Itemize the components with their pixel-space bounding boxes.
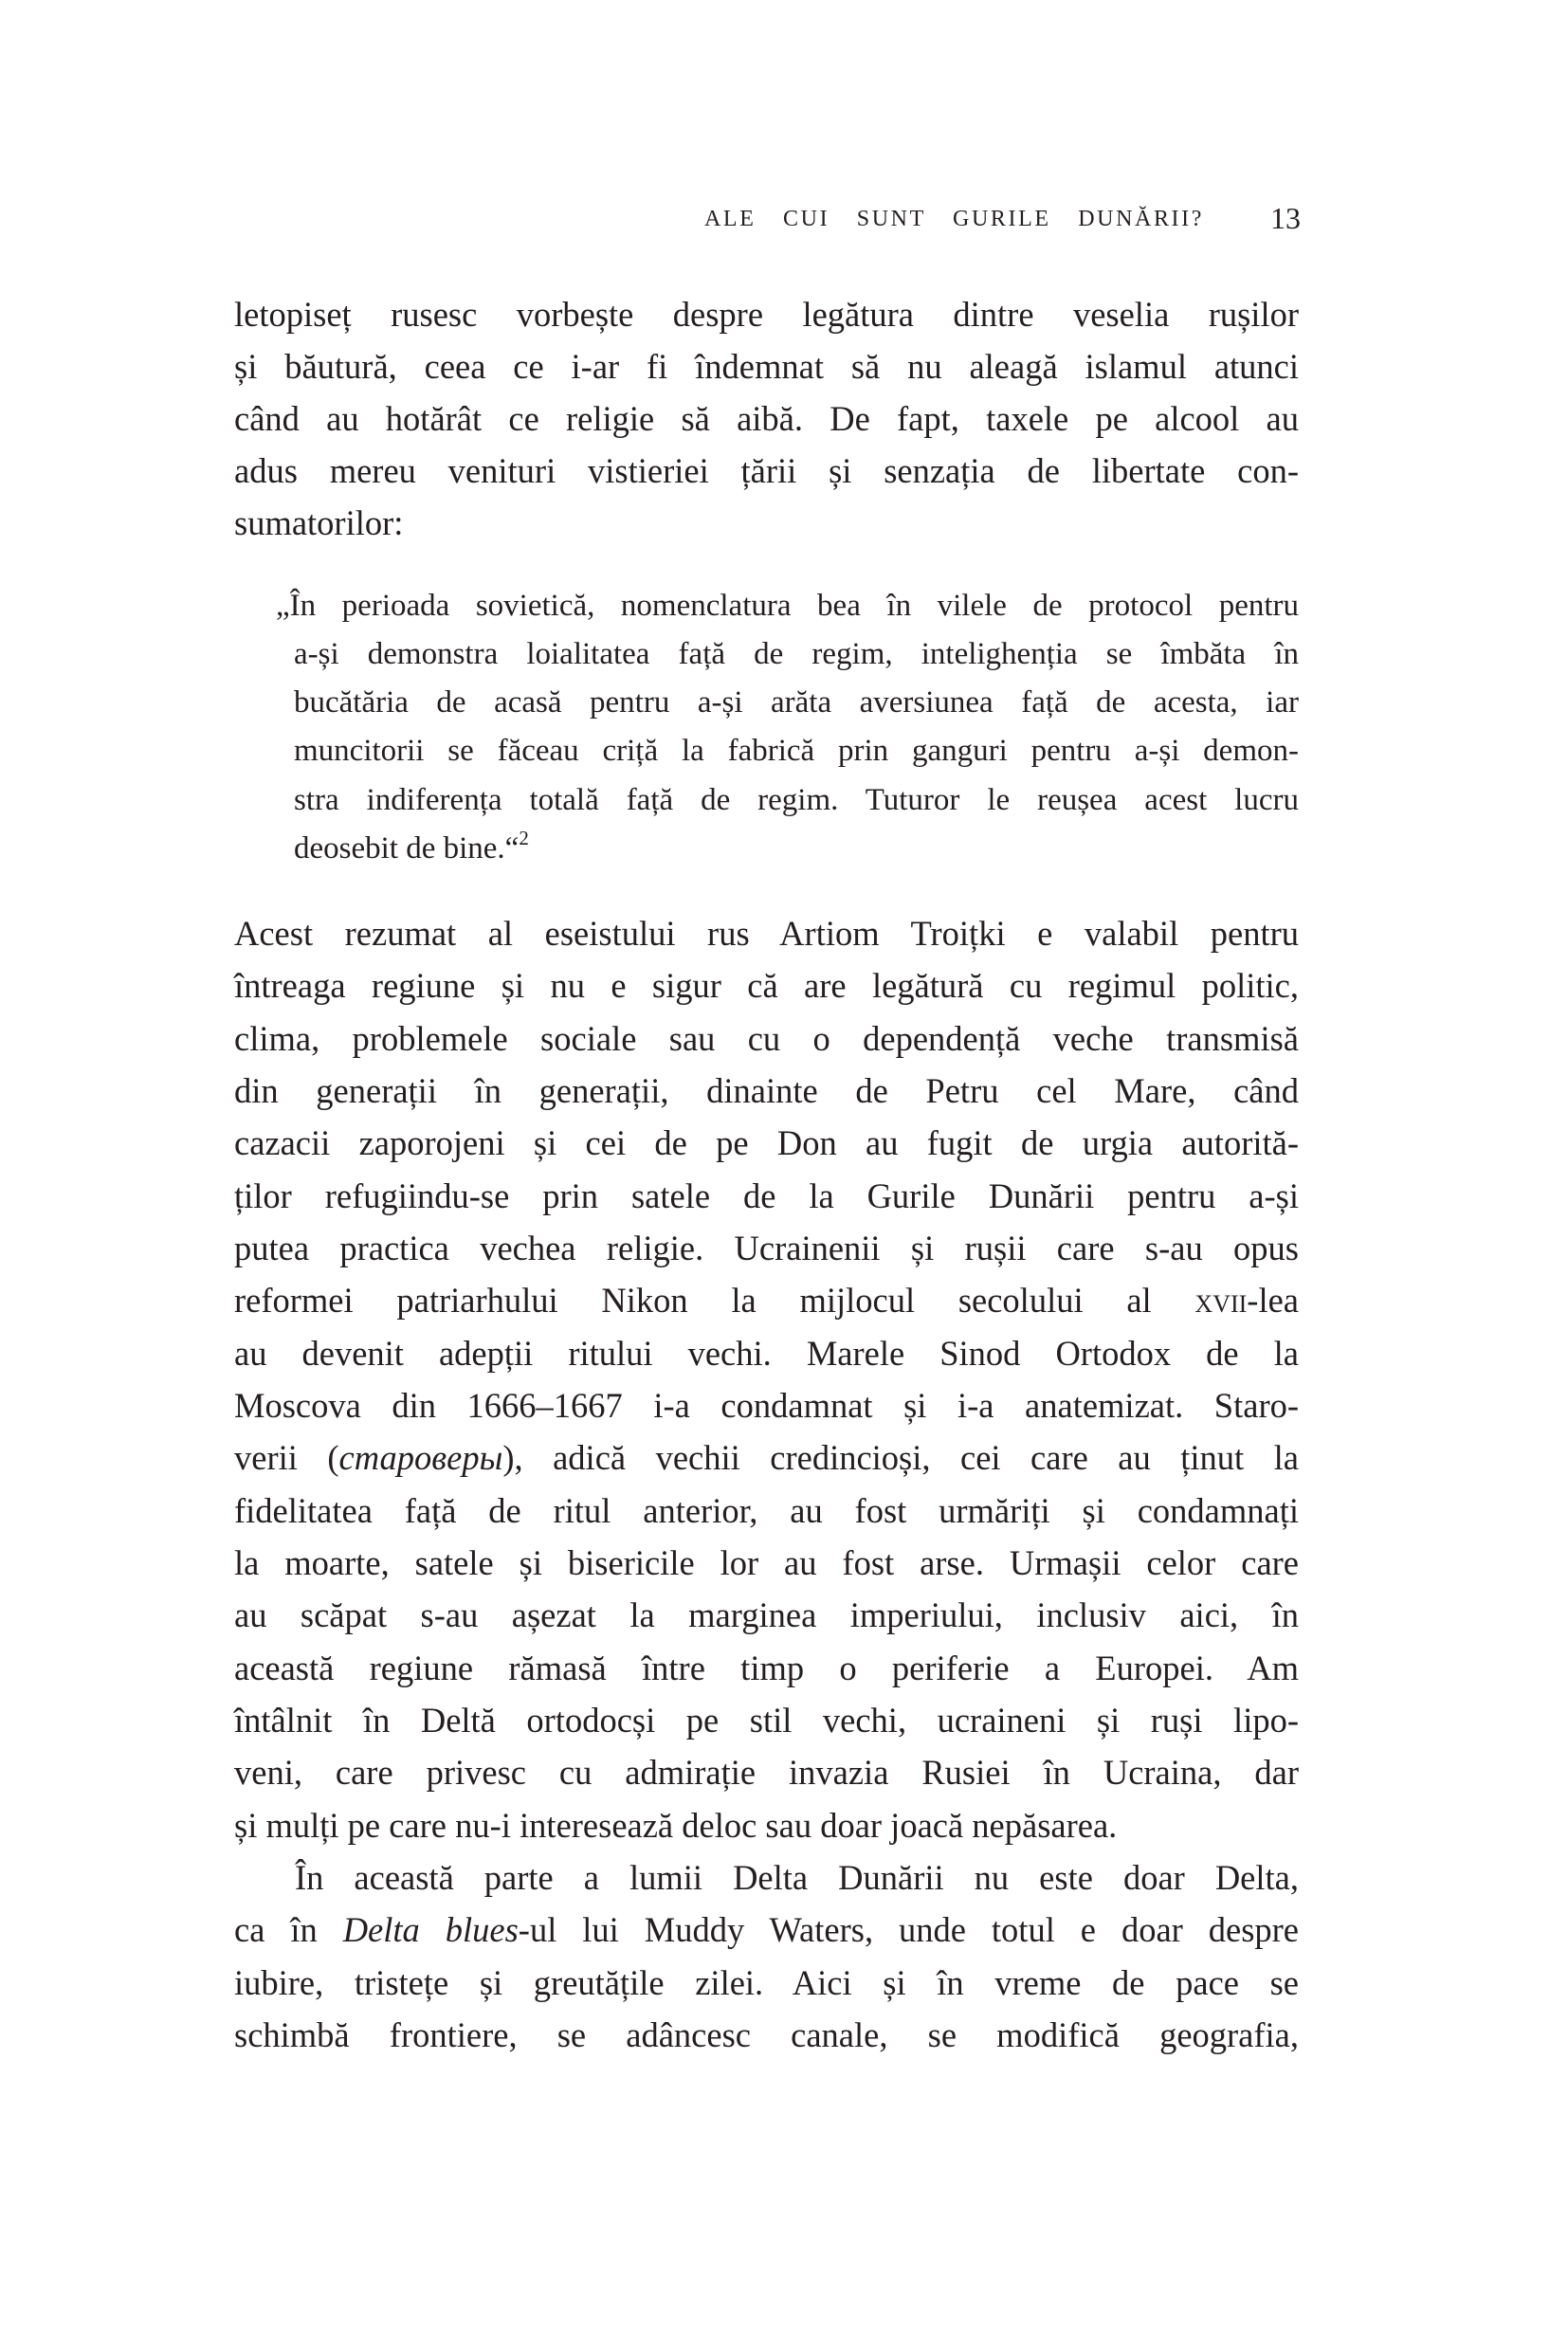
text-line: sumatorilor:: [234, 503, 404, 542]
running-header-title: ALE CUI SUNT GURILE DUNĂRII?: [704, 207, 1204, 231]
quote-line: muncitorii se făceau criță la fabrică prin ganguri pentru a-și demon-: [294, 734, 1299, 768]
text-segment: verii (: [234, 1438, 339, 1477]
text-line: adus mereu venituri vistieriei țării și senzația de libertate con-: [234, 451, 1299, 490]
text-line: clima, problemele sociale sau cu o dependență veche transmisă: [234, 1019, 1299, 1058]
italic-title: Delta blues: [342, 1910, 519, 1949]
footnote-marker[interactable]: 2: [519, 827, 529, 849]
text-line: iubire, tristețe și greutățile zilei. Aici și în vreme de pace se: [234, 1963, 1299, 2002]
text-line: [234, 1437, 1299, 1479]
text-line: letopiseț rusesc vorbește despre legătura dintre veselia rușilor: [234, 295, 1299, 334]
text-line: În această parte a lumii Delta Dunării nu este doar Delta,: [295, 1858, 1299, 1897]
text-segment: -lea: [1247, 1281, 1299, 1320]
text-line: veni, care privesc cu admirație invazia Rusiei în Ucraina, dar: [234, 1753, 1299, 1792]
text-line: [234, 1280, 1299, 1321]
text-line: cazacii zaporojeni și cei de pe Don au fugit de urgia autorită-: [234, 1123, 1299, 1162]
quote-line: stra indiferența totală față de regim. Tuturor le reușea acest lucru: [294, 783, 1299, 817]
text-segment: ca în: [234, 1910, 343, 1949]
text-segment: reformei patriarhului Nikon la mijlocul secolului al: [234, 1281, 1195, 1320]
quote-line: a-și demonstra loialitatea față de regim, intelighenția se îmbăta în: [294, 637, 1299, 671]
text-line: putea practica vechea religie. Ucrainenii și rușii care s-au opus: [234, 1229, 1299, 1267]
italic-cyrillic-term: староверы: [338, 1438, 503, 1477]
text-line: Moscova din 1666–1667 i-a condamnat și i-a anatemizat. Staro-: [234, 1386, 1299, 1425]
text-segment: ), adică vechii credincioși, cei care au ținut la: [502, 1438, 1299, 1477]
text-line: când au hotărât ce religie să aibă. De fapt, taxele pe alcool au: [234, 399, 1299, 438]
quote-line-last: [294, 829, 1299, 867]
text-line: schimbă frontiere, se adâncesc canale, se modifică geografia,: [234, 2015, 1299, 2054]
text-line: din generații în generații, dinainte de Petru cel Mare, când: [234, 1071, 1299, 1110]
roman-numeral-smallcaps: xvii: [1194, 1281, 1248, 1320]
quote-text: deosebit de bine.“: [294, 831, 520, 866]
text-line: Acest rezumat al eseistului rus Artiom Troițki e valabil pentru: [234, 914, 1299, 953]
text-line: și mulți pe care nu-i interesează deloc sau doar joacă nepăsarea.: [234, 1806, 1118, 1845]
text-line: această regiune rămasă între timp o periferie a Europei. Am: [234, 1649, 1299, 1687]
text-line: fidelitatea față de ritul anterior, au fost urmăriți și condamnați: [234, 1491, 1299, 1530]
text-segment: -ul lui Muddy Waters, unde totul e doar despre: [518, 1910, 1300, 1949]
text-line: și băutură, ceea ce i-ar fi îndemnat să nu aleagă islamul atunci: [234, 347, 1299, 386]
text-line: au devenit adepții ritului vechi. Marele Sinod Ortodox de la: [234, 1334, 1299, 1373]
text-line: întâlnit în Deltă ortodocși pe stil vechi, ucraineni și ruși lipo-: [234, 1701, 1299, 1740]
text-line: la moarte, satele și bisericile lor au fost arse. Urmașii celor care: [234, 1543, 1299, 1582]
text-line: au scăpat s-au așezat la marginea imperiului, inclusiv aici, în: [234, 1595, 1299, 1634]
quote-line: „În perioada sovietică, nomenclatura bea în vilele de protocol pentru: [276, 589, 1299, 623]
text-line: întreaga regiune și nu e sigur că are legătură cu regimul politic,: [234, 966, 1299, 1005]
quote-line: bucătăria de acasă pentru a-și arăta aversiunea față de acesta, iar: [294, 685, 1299, 720]
text-line: [234, 1909, 1299, 1951]
page-number: 13: [1270, 201, 1301, 235]
text-line: ților refugiindu-se prin satele de la Gurile Dunării pentru a-și: [234, 1176, 1299, 1215]
